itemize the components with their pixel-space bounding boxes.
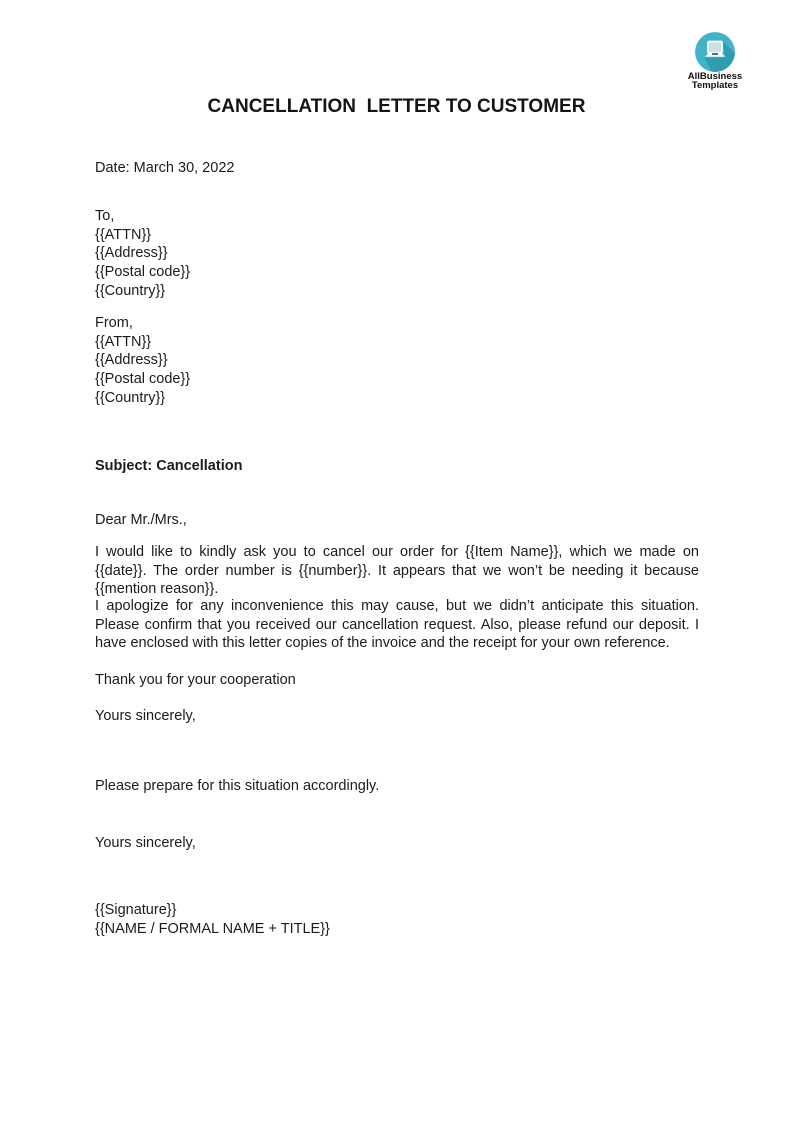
salutation: Dear Mr./Mrs., (95, 512, 187, 528)
recipient-address-block (95, 207, 699, 301)
thanks-line: Thank you for your cooperation (95, 672, 296, 688)
from-country-placeholder: {{Country}} (95, 389, 166, 406)
to-label: To, (95, 208, 115, 224)
to-address-placeholder: {{Address}} (95, 245, 168, 262)
sender-address-block (95, 314, 699, 408)
from-attn-placeholder: {{ATTN}} (95, 333, 152, 350)
date-line: Date: March 30, 2022 (95, 160, 235, 176)
to-attn-placeholder: {{ATTN}} (95, 226, 152, 243)
closing-line-1: Yours sincerely, (95, 708, 196, 724)
to-postal-code-placeholder: {{Postal code}} (95, 264, 191, 281)
laptop-icon (695, 32, 735, 72)
page-title: CANCELLATION LETTER TO CUSTOMER (207, 96, 586, 117)
from-address-placeholder: {{Address}} (95, 352, 168, 369)
note-line: Please prepare for this situation accordingly. (95, 778, 380, 794)
name-title-placeholder: {{NAME / FORMAL NAME + TITLE}} (95, 920, 330, 937)
body-paragraph-1: I would like to kindly ask you to cancel our order for {{Item Name}}, which we made on {{date}}. The order number is {{number}}. It appears that we won’t be needing it because {{mention reason}}. (95, 544, 699, 598)
closing-line-2: Yours sincerely, (95, 835, 196, 851)
brand-logo (674, 32, 756, 90)
signature-block (95, 901, 699, 938)
to-country-placeholder: {{Country}} (95, 282, 166, 299)
signature-placeholder: {{Signature}} (95, 902, 177, 918)
brand-name-line2: Templates (691, 80, 739, 91)
from-label: From, (95, 315, 133, 331)
from-postal-code-placeholder: {{Postal code}} (95, 371, 191, 388)
body-paragraph-2: I apologize for any inconvenience this may cause, but we didn’t anticipate this situation. Please confirm that you received our cancellation request. Also, please refund our deposit. I have enclosed with this letter copies of the invoice and the receipt for your own reference. (95, 598, 699, 652)
brand-name-line1: AllBusiness (687, 71, 743, 82)
subject-line: Subject: Cancellation (95, 458, 243, 474)
